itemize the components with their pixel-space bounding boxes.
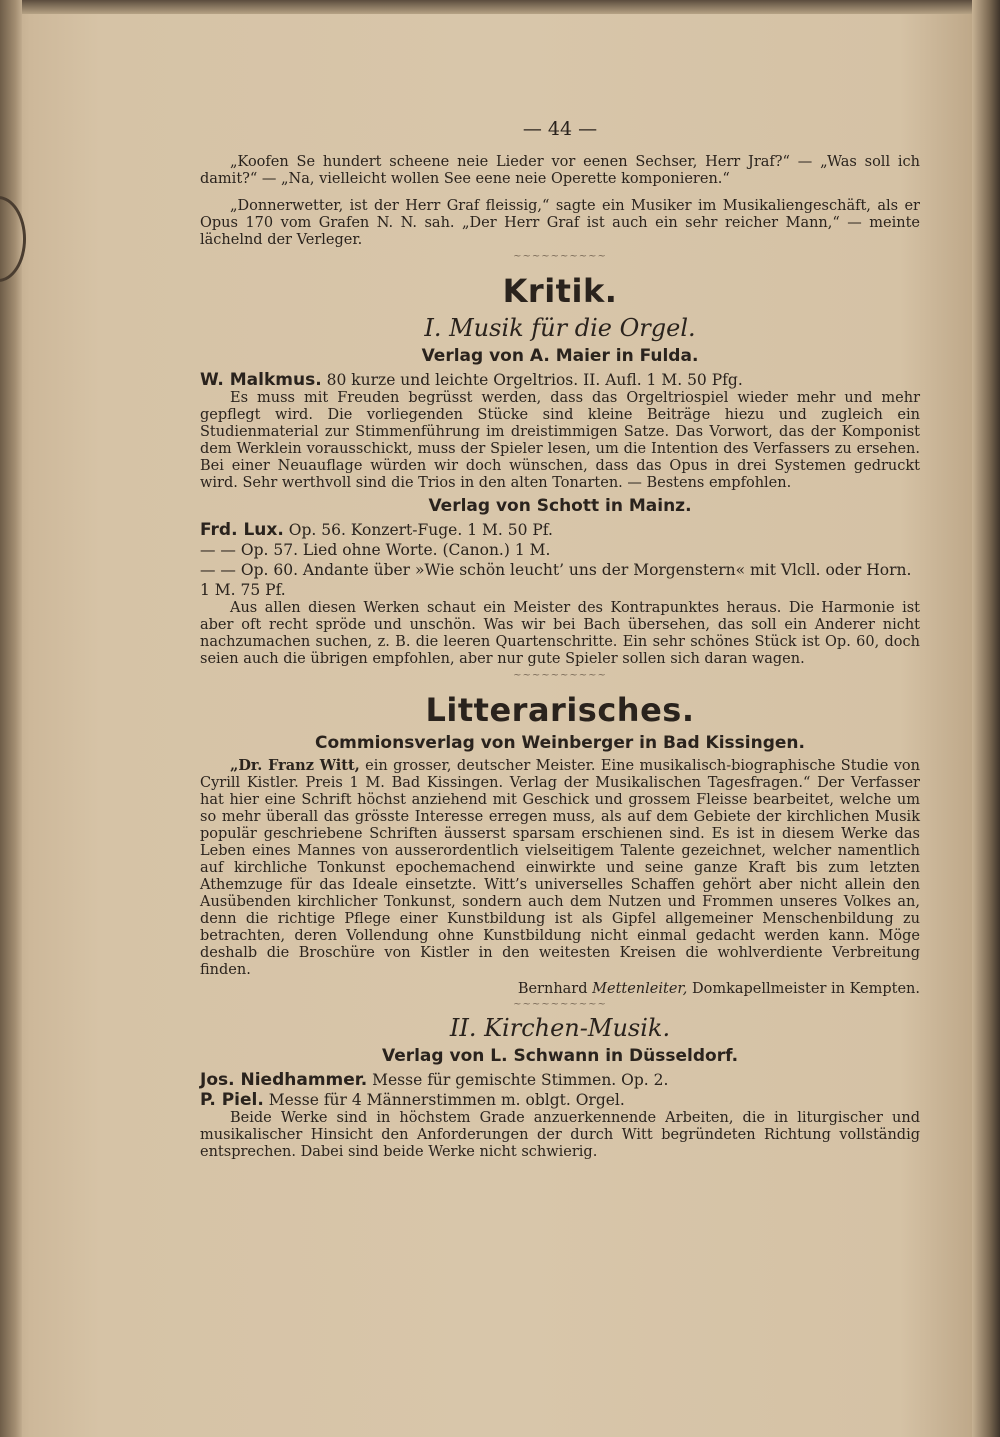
section-kirchenmusik-heading: II. Kirchen-Musik.	[449, 1014, 671, 1042]
page-edge-right	[972, 0, 1000, 1437]
divider-ornament: ~~~~~~~~~~	[513, 251, 607, 262]
author-lux: Frd. Lux.	[200, 520, 284, 540]
ditto-dash: — —	[200, 541, 236, 559]
entry-niedhammer	[200, 1070, 920, 1090]
work-lux-op57: Op. 57. Lied ohne Worte. (Canon.) 1 M.	[240, 541, 551, 559]
review-lux: Aus allen diesen Werken schaut ein Meister des Kontrapunktes heraus. Die Harmonie ist aber oft recht spröde und unschön. Was wir bei Bach übersehen, das soll ein Anderer nicht nachzumachen suchen, z. B. die leeren Quartenschritte. Ein sehr schönes Stück ist Op. 60, doch seien auch die übrigen empfohlen, aber nur gute Spieler sollen sich daran wagen.	[200, 600, 920, 667]
review-witt	[200, 757, 920, 979]
work-malkmus: 80 kurze und leichte Orgeltrios. II. Aufl. 1 M. 50 Pfg.	[326, 371, 743, 389]
signature-last: Mettenleiter,	[592, 981, 688, 997]
reviewer-signature	[200, 981, 920, 997]
work-lux-op56: Op. 56. Konzert-Fuge. 1 M. 50 Pf.	[288, 521, 553, 539]
page-number: — 44 —	[522, 118, 598, 140]
author-piel: P. Piel.	[200, 1090, 264, 1110]
divider-ornament: ~~~~~~~~~~	[513, 999, 607, 1010]
work-niedhammer: Messe für gemischte Stimmen. Op. 2.	[372, 1071, 669, 1089]
anecdote-2: „Donnerwetter, ist der Herr Graf fleissig,“ sagte ein Musiker im Musikaliengeschäft, als er Opus 170 vom Grafen N. N. sah. „Der Herr Graf ist auch ein sehr reicher Mann,“ — meinte lächelnd der Verleger.	[200, 198, 920, 248]
review-witt-lead: „Dr. Franz Witt,	[230, 757, 360, 774]
signature-role: Domkapellmeister in Kempten.	[691, 981, 920, 997]
work-piel: Messe für 4 Männerstimmen m. oblgt. Orgel.	[268, 1091, 625, 1109]
entry-lux-op56	[200, 520, 920, 540]
entry-lux-op57	[200, 540, 920, 560]
litterarisches-heading: Litterarisches.	[425, 691, 695, 729]
kritik-heading: Kritik.	[502, 272, 618, 310]
page-top-edge	[0, 0, 1000, 14]
entry-lux-op60	[200, 560, 920, 600]
author-malkmus: W. Malkmus.	[200, 370, 322, 390]
page-content	[200, 118, 920, 1161]
entry-malkmus	[200, 370, 920, 390]
review-kirchenmusik: Beide Werke sind in höchstem Grade anzuerkennende Arbeiten, die in liturgischer und musikalischer Hinsicht den Anforderungen der durch Witt begründeten Richtung vollständig entsprechen. Dabei sind beide Werke nicht schwierig.	[200, 1110, 920, 1160]
binding-ring	[0, 196, 26, 282]
author-niedhammer: Jos. Niedhammer.	[200, 1070, 368, 1090]
anecdote-1: „Koofen Se hundert scheene neie Lieder vor eenen Sechser, Herr Jraf?“ — „Was soll ich damit?“ — „Na, vielleicht wollen See eene neie Operette komponieren.“	[200, 154, 920, 187]
section-orgel-heading: I. Musik für die Orgel.	[424, 314, 696, 342]
publisher-schott-heading: Verlag von Schott in Mainz.	[428, 496, 692, 516]
review-malkmus: Es muss mit Freuden begrüsst werden, dass das Orgeltriospiel wieder mehr und mehr gepflegt wird. Die vorliegenden Stücke sind kleine Beiträge hiezu und zugleich ein Studienmaterial zur Stimmenführung im dreistimmigen Satze. Das Vorwort, das der Komponist dem Werklein vorausschickt, muss der Spieler lesen, um die Intention des Verfassers zu ersehen. Bei einer Neuauflage würden wir doch wünschen, dass das Opus in drei Systemen gedruckt wird. Sehr werthvoll sind die Trios in den alten Tonarten. — Bestens empfohlen.	[200, 390, 920, 491]
publisher-maier-heading: Verlag von A. Maier in Fulda.	[421, 346, 699, 366]
signature-first: Bernhard	[517, 981, 588, 997]
divider-ornament: ~~~~~~~~~~	[513, 670, 607, 681]
entry-piel	[200, 1090, 920, 1110]
review-witt-text: ein grosser, deutscher Meister. Eine musikalisch-biographische Studie von Cyrill Kistler. Preis 1 M. Bad Kissingen. Verlag der Musikalischen Tagesfragen.“ Der Verfasser hat hier eine Schrift höchst anziehend mit Geschick und grossem Fleisse bearbeitet, welche um so mehr überall das grösste Interesse erregen muss, als auf dem Gebiete der kirchlichen Musik populär geschriebene Schriften äusserst sparsam erschienen sind. Es ist in diesem Werke das Leben eines Mannes von ausserordentlich vielseitigem Talente gezeichnet, welcher namentlich auf kirchliche Tonkunst epochemachend einwirkte und seine ganze Kraft bis zum letzten Athemzuge für das Ideale einsetzte. Witt’s universelles Schaffen gehört aber nicht allein den Ausübenden kirchlicher Tonkunst, sondern auch dem Nutzen und Frommen unseres Volkes an, denn die richtige Pflege einer Kunstbildung ist als Gipfel allgemeiner Menschenbildung zu betrachten, deren Vollendung ohne Kunstbildung nicht einmal gedacht werden kann. Möge deshalb die Broschüre von Kistler in den weitesten Kreisen die wohlverdiente Verbreitung finden.	[200, 758, 921, 978]
work-lux-op60: Op. 60. Andante über »Wie schön leucht’ uns der Morgenstern« mit Vlcll. oder Horn. 1 M. 75 Pf.	[200, 561, 912, 599]
publisher-weinberger-heading: Commionsverlag von Weinberger in Bad Kissingen.	[315, 733, 805, 753]
publisher-schwann-heading: Verlag von L. Schwann in Düsseldorf.	[381, 1046, 739, 1066]
ditto-dash: — —	[200, 561, 236, 579]
